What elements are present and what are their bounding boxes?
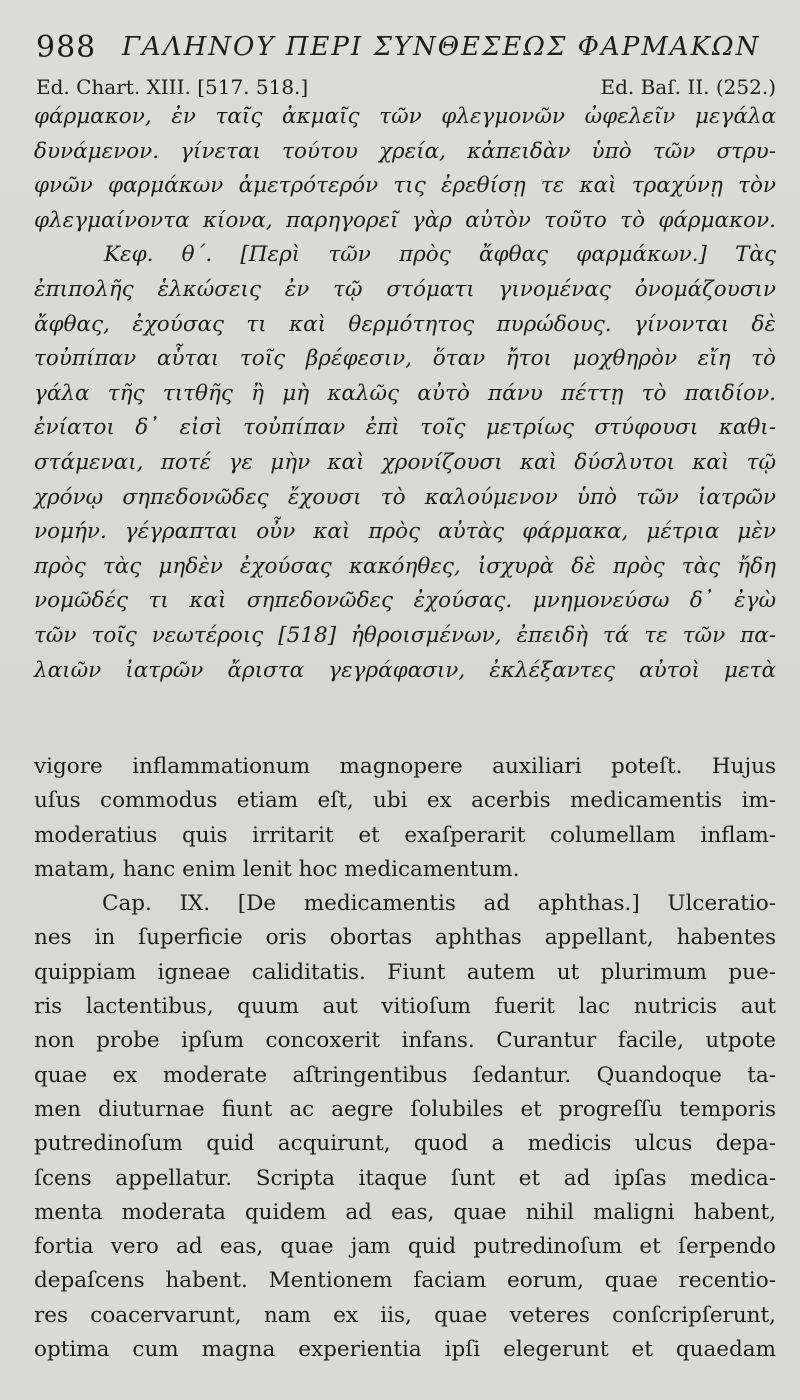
latin-line: quae ex moderate aſtringentibus ſedantur. Quandoque ta-: [34, 1062, 776, 1088]
page-header: [36, 30, 776, 70]
page-number: 988: [36, 30, 97, 65]
latin-text-block: [34, 750, 776, 1367]
greek-line: ἄφθας, ἐχούσας τι καὶ θερμότητος πυρώδους. γίνονται δὲ: [34, 311, 776, 337]
running-title: ΓΑΛΗΝΟΥ ΠΕΡΙ ΣΥΝΘΕΣΕΩΣ ΦΑΡΜΑΚΩΝ: [122, 32, 761, 62]
edition-left: Ed. Chart. XIII. [517. 518.]: [36, 75, 309, 99]
latin-line: putredinoſum quid acquirunt, quod a medicis ulcus depa-: [34, 1131, 776, 1157]
edition-right: Ed. Baſ. II. (252.): [600, 75, 776, 99]
latin-line: moderatius quis irritarit et exaſperarit columellam inflam-: [34, 822, 776, 848]
latin-line: optima cum magna experientia ipſi elegerunt et quaedam: [34, 1337, 776, 1363]
latin-line: uſus commodus etiam eſt, ubi ex acerbis medicamentis im-: [34, 788, 776, 814]
latin-line: vigore inflammationum magnopere auxiliari poteſt. Hujus: [34, 754, 776, 779]
greek-line: δυνάμενον. γίνεται τούτου χρεία, κἀπειδὰν ὑπὸ τῶν στρυ-: [34, 138, 776, 164]
latin-line: menta moderata quidem ad eas, quae nihil maligni habent,: [34, 1199, 776, 1225]
greek-line: ἐπιπολῆς ἑλκώσεις ἐν τῷ στόματι γινομένας ὀνομάζουσιν: [34, 276, 776, 302]
greek-text-block: [34, 100, 776, 688]
latin-chapter-heading-line: Cap. IX. [De medicamentis ad aphthas.] Ulceratio-: [102, 891, 776, 917]
edition-reference: [36, 75, 776, 103]
latin-line: fortia vero ad eas, quae jam quid putredinoſum et ſerpendo: [34, 1234, 776, 1260]
latin-line: quippiam igneae caliditatis. Fiunt autem ut plurimum pue-: [34, 959, 776, 985]
greek-line: φάρμακον, ἐν ταῖς ἀκμαῖς τῶν φλεγμονῶν ὠφελεῖν μεγάλα: [34, 104, 776, 129]
latin-line: ris lactentibus, quum aut vitioſum fuerit lac nutricis aut: [34, 994, 776, 1020]
greek-line: φνῶν φαρμάκων ἀμετρότερόν τις ἐρεθίσῃ τε καὶ τραχύνῃ τὸν: [34, 173, 776, 199]
greek-line: λαιῶν ἰατρῶν ἄριστα γεγράφασιν, ἐκλέξαντες αὐτοὶ μετὰ: [34, 657, 776, 683]
greek-line: τοὐπίπαν αὗται τοῖς βρέφεσιν, ὅταν ἤτοι μοχθηρὸν εἴη τὸ: [34, 346, 776, 372]
latin-line: non probe ipſum concoxerit infans. Curantur facile, utpote: [34, 1028, 776, 1054]
greek-line: πρὸς τὰς μηδὲν ἐχούσας κακόηθες, ἰσχυρὰ δὲ πρὸς τὰς ἤδη: [34, 553, 776, 579]
latin-line: matam, hanc enim lenit hoc medicamentum.: [34, 856, 520, 882]
greek-line: ἐνίατοι δ᾽ εἰσὶ τοὐπίπαν ἐπὶ τοῖς μετρίως στύφουσι καθι-: [34, 415, 776, 441]
latin-line: men diuturnae fiunt ac aegre ſolubiles et progreſſu temporis: [34, 1096, 776, 1122]
greek-chapter-heading-line: Κεφ. θ΄. [Περὶ τῶν πρὸς ἄφθας φαρμάκων.] Τὰς: [104, 242, 776, 268]
greek-line: νομῶδές τι καὶ σηπεδονῶδες ἐχούσας. μνημονεύσω δ᾽ ἐγὼ: [34, 588, 776, 614]
latin-line: nes in ſuperficie oris obortas aphthas appellant, habentes: [34, 925, 776, 951]
latin-line: depaſcens habent. Mentionem faciam eorum, quae recentio-: [34, 1268, 776, 1294]
greek-line: στάμεναι, ποτέ γε μὴν καὶ χρονίζουσι καὶ δύσλυτοι καὶ τῷ: [34, 449, 776, 475]
greek-line: νομήν. γέγραπται οὖν καὶ πρὸς αὐτὰς φάρμακα, μέτρια μὲν: [34, 519, 776, 545]
greek-line: τῶν τοῖς νεωτέροις [518] ἠθροισμένων, ἐπειδὴ τά τε τῶν πα-: [34, 622, 776, 648]
latin-line: res coacervarunt, nam ex iis, quae veteres conſcripſerunt,: [34, 1302, 776, 1328]
greek-line: χρόνῳ σηπεδονῶδες ἔχουσι τὸ καλούμενον ὑπὸ τῶν ἰατρῶν: [34, 484, 776, 510]
latin-line: ſcens appellatur. Scripta itaque ſunt et ad ipſas medica-: [34, 1165, 776, 1191]
greek-line: φλεγμαίνοντα κίονα, παρηγορεῖ γὰρ αὐτὸν τοῦτο τὸ φάρμακον.: [34, 207, 776, 233]
greek-line: γάλα τῆς τιτθῆς ἢ μὴ καλῶς αὐτὸ πάνυ πέττῃ τὸ παιδίον.: [34, 380, 776, 406]
